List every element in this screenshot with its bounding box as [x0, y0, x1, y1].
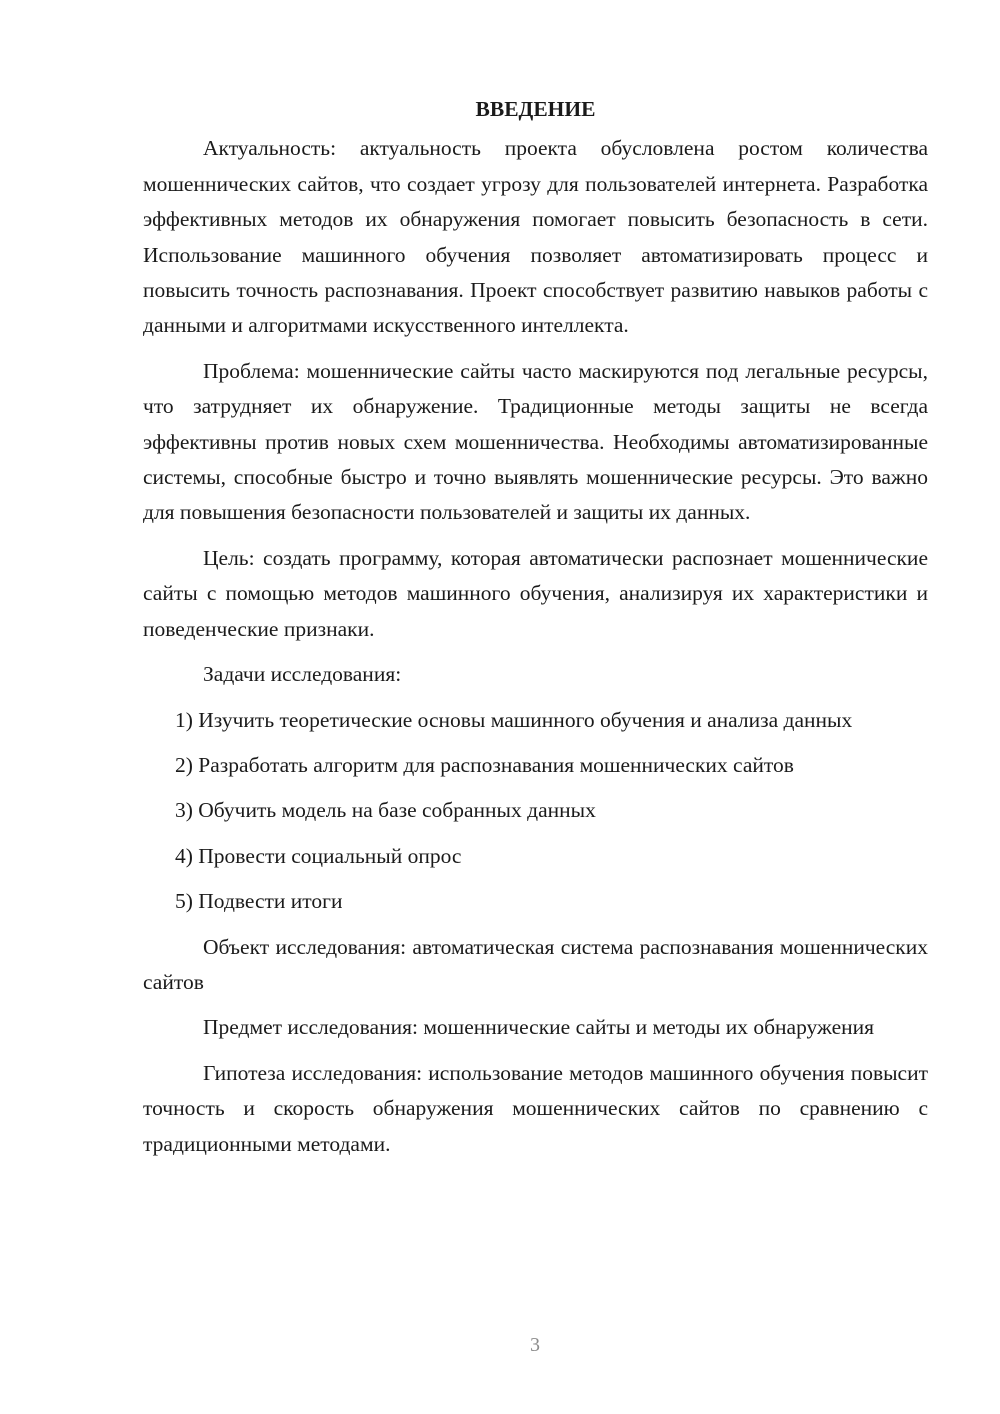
paragraph-problem: Проблема: мошеннические сайты часто маскируются под легальные ресурсы, что затрудняет их обнаружение. Традиционные методы защиты не всегда эффективны против новых схем мошенничества. Необходимы автоматизированные системы, способные быстро и точно выявлять мошеннические ресурсы. Это важно для повышения безопасности пользователей и защиты их данных. [143, 358, 928, 525]
list-item: 5) Подвести итоги [175, 889, 343, 914]
page-title: ВВЕДЕНИЕ [475, 97, 596, 121]
paragraph-relevance: Актуальность: актуальность проекта обусловлена ростом количества мошеннических сайтов, что создает угрозу для пользователей интернета. Разработка эффективных методов их обнаружения помогает повысить безопасность в сети. Использование машинного обучения позволяет автоматизировать процесс и повысить точность распознавания. Проект способствует развитию навыков работы с данными и алгоритмами искусственного интеллекта. [143, 136, 928, 338]
list-item: 3) Обучить модель на базе собранных данных [175, 798, 596, 823]
list-item: 2) Разработать алгоритм для распознавания мошеннических сайтов [175, 752, 794, 777]
paragraph-tasks-heading: Задачи исследования: [203, 662, 402, 687]
list-item: 4) Провести социальный опрос [175, 843, 462, 868]
paragraph-subject: Предмет исследования: мошеннические сайты и методы их обнаружения [203, 1015, 875, 1040]
page-number: 3 [530, 1334, 540, 1356]
list-item: 1) Изучить теоретические основы машинного обучения и анализа данных [175, 707, 853, 732]
document-page [143, 92, 928, 1172]
paragraph-hypothesis: Гипотеза исследования: использование методов машинного обучения повысит точность и скорость обнаружения мошеннических сайтов по сравнению с традиционными методами. [143, 1060, 928, 1156]
paragraph-object: Объект исследования: автоматическая система распознавания мошеннических сайтов [143, 934, 928, 994]
paragraph-goal: Цель: создать программу, которая автоматически распознает мошеннические сайты с помощью методов машинного обучения, анализируя их характеристики и поведенческие признаки. [143, 545, 928, 641]
